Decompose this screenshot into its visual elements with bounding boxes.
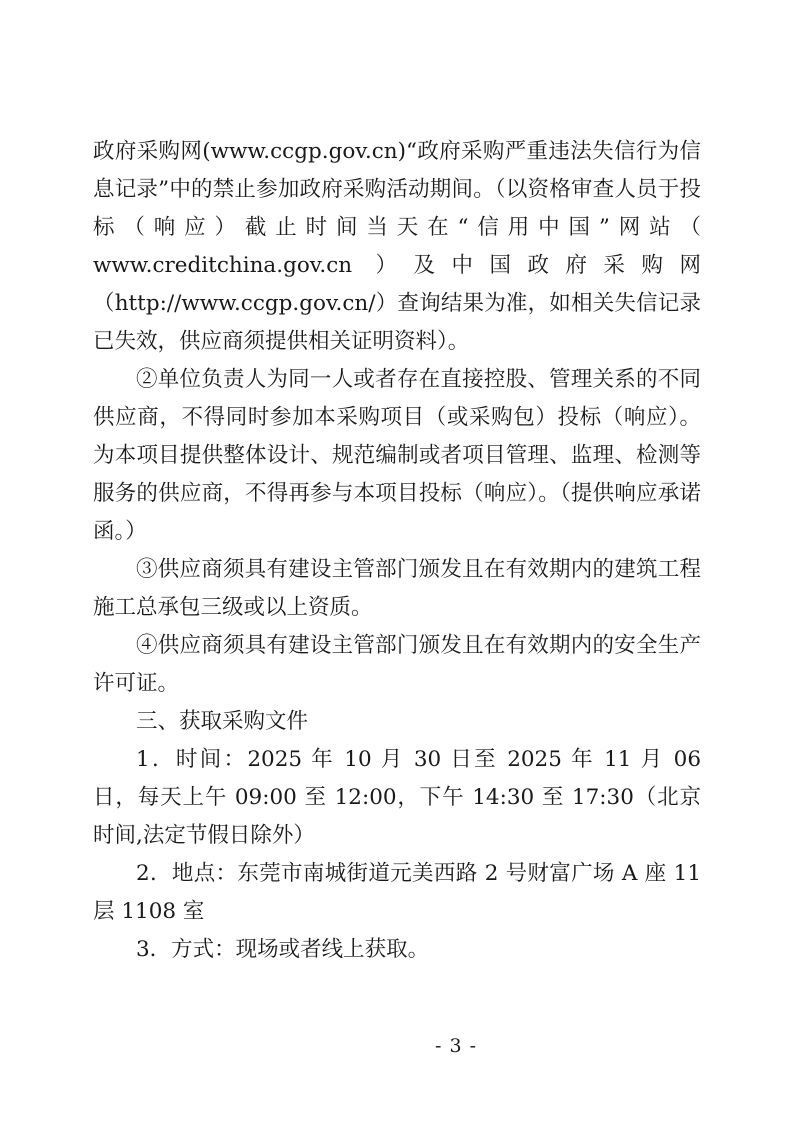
paragraph-continuation-credit-record: 政府采购网(www.ccgp.gov.cn)“政府采购严重违法失信行为信息记录”中的禁止参加政府采购活动期间。（以资格审查人员于投标（响应）截止时间当天在“信用中国”网站（ www.creditchina.gov.cn ）及中国政府采购网（http://www.ccgp.gov.cn/）查询结果为准，如相关失信记录已失效，供应商须提供相关证明资料）。 [93,139,701,354]
paragraph-item-3-construction-qualification: ③供应商须具有建设主管部门颁发且在有效期内的建筑工程施工总承包三级或以上资质。 [93,557,701,620]
paragraph-item-4-safety-license: ④供应商须具有建设主管部门颁发且在有效期内的安全生产许可证。 [93,633,701,696]
page-number: - 3 - [434,1035,477,1057]
document-body [93,133,701,969]
section-heading-obtain-procurement-documents: 三、获取采购文件 [136,709,309,734]
page-footer [0,1035,794,1057]
section-item-3-method: 3．方式：现场或者线上获取。 [136,937,430,962]
section-item-2-location: 2．地点：东莞市南城街道元美西路 2 号财富广场 A 座 11 层 1108 室 [93,861,701,924]
paragraph-item-2-affiliated-suppliers: ②单位负责人为同一人或者存在直接控股、管理关系的不同供应商，不得同时参加本采购项目（或采购包）投标（响应）。为本项目提供整体设计、规范编制或者项目管理、监理、检测等服务的供应商，不得再参与本项目投标（响应）。（提供响应承诺函。） [93,367,701,544]
section-item-1-time: 1．时间：2025 年 10 月 30 日至 2025 年 11 月 06 日，每天上午 09:00 至 12:00，下午 14:30 至 17:30（北京时间,法定节假日除外） [93,747,701,848]
